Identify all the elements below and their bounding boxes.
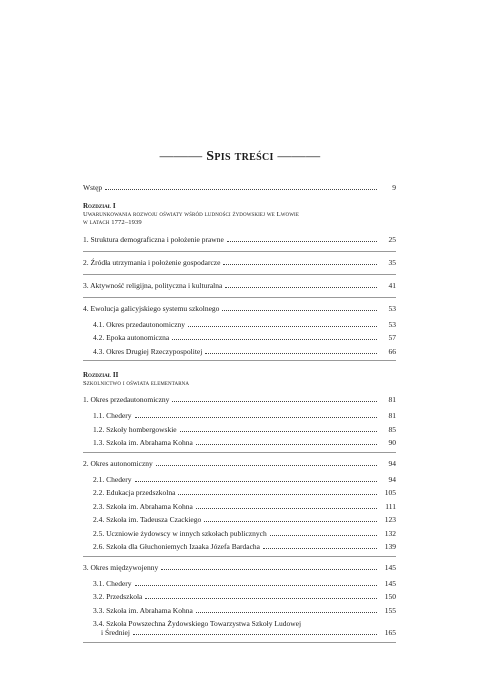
toc-subentry[interactable] <box>83 542 396 551</box>
toc-entry-page: 94 <box>388 474 396 484</box>
toc-subentry[interactable] <box>83 320 396 329</box>
toc-subentry[interactable] <box>83 347 396 356</box>
toc-entry-page: 145 <box>384 562 396 572</box>
leader-dots <box>133 633 377 635</box>
toc-entry-page: 165 <box>384 628 396 637</box>
toc-entry-label: 3.3. Szkoła im. Abrahama Kohna <box>93 605 193 615</box>
toc-subentry[interactable] <box>83 425 396 434</box>
leader-dots <box>180 430 377 432</box>
leader-dots <box>196 443 377 445</box>
leader-dots <box>227 240 377 242</box>
toc-subentry[interactable] <box>83 502 396 511</box>
toc-entry-page: 139 <box>384 542 396 551</box>
chapter-title: Uwarunkowania rozwoju oświaty wśród ludności żydowskiej we Lwowie <box>83 210 299 218</box>
title-left-dash: ——— <box>159 149 203 164</box>
toc-entry[interactable] <box>83 395 396 404</box>
toc-entry-label: 4. Ewolucja galicyjskiego systemu szkolnego <box>83 303 220 313</box>
toc-entry-page: 41 <box>388 280 396 290</box>
leader-dots <box>263 547 377 549</box>
leader-dots <box>204 520 377 522</box>
toc-entry[interactable] <box>83 563 396 572</box>
toc-entry[interactable] <box>83 235 396 244</box>
leader-dots <box>188 325 377 327</box>
toc-entry-page: 25 <box>388 234 396 244</box>
toc-entry-page: 85 <box>388 424 396 434</box>
toc-entry-label: 4.2. Epoka autonomiczna <box>93 333 170 342</box>
toc-entry-label: 3. Aktywność religijna, polityczna i kulturalna <box>83 280 223 290</box>
separator-line <box>83 452 396 453</box>
toc-entry-continuation <box>93 628 396 637</box>
toc-subentry[interactable] <box>83 619 396 637</box>
leader-dots <box>135 416 377 418</box>
leader-dots <box>156 464 377 466</box>
toc-entry-label: 2.2. Edukacja przedszkolna <box>93 488 176 497</box>
toc-entry-page: 94 <box>388 458 396 468</box>
title-text: Spis treści <box>206 149 274 164</box>
toc-entry-page: 53 <box>388 303 396 313</box>
toc-entry-label: 3. Okres międzywojenny <box>83 562 159 572</box>
leader-dots <box>145 597 377 599</box>
leader-dots <box>135 480 377 482</box>
toc-entry-page: 105 <box>384 488 396 497</box>
chapter-heading <box>83 371 396 388</box>
toc-entry-page: 111 <box>385 501 396 511</box>
chapter-title: Szkolnictwo i oświata elementarna <box>83 379 190 387</box>
title-right-dash: ——— <box>277 149 321 164</box>
toc-entry-label: 2.1. Chedery <box>93 474 132 484</box>
toc-entry[interactable] <box>83 281 396 290</box>
separator-line <box>83 297 396 298</box>
toc-entry-label-cont: i Średniej <box>101 628 130 637</box>
toc-entry[interactable] <box>83 459 396 468</box>
toc-entry[interactable] <box>83 304 396 313</box>
toc-entry-page: 145 <box>384 578 396 588</box>
toc-entry-intro[interactable] <box>83 183 396 192</box>
toc-entry-page: 123 <box>384 515 396 524</box>
toc-subentry[interactable] <box>83 488 396 497</box>
separator-line <box>83 556 396 557</box>
chapter-title-cont: w latach 1772–1939 <box>83 219 142 226</box>
toc-entry[interactable] <box>83 258 396 267</box>
table-of-contents <box>83 183 396 649</box>
toc-subentry[interactable] <box>83 475 396 484</box>
toc-entry-label: 1. Struktura demograficzna i położenie prawne <box>83 234 224 244</box>
toc-entry-page: 132 <box>384 528 396 538</box>
separator-line <box>83 360 396 361</box>
toc-entry-label: 2.5. Uczniowie żydowscy w innych szkołach publicznych <box>93 528 267 538</box>
toc-subentry[interactable] <box>83 579 396 588</box>
leader-dots <box>196 507 377 509</box>
toc-entry-label: 1.3. Szkoła im. Abrahama Kohna <box>93 438 193 447</box>
toc-entry-label: 2. Okres autonomiczny <box>83 458 153 468</box>
toc-entry-label: 3.4. Szkoła Powszechna Żydowskiego Towarzystwa Szkoły Ludowej <box>93 619 302 628</box>
toc-entry-label: 3.2. Przedszkola <box>93 592 143 601</box>
chapter-label: Rozdział II <box>83 371 119 379</box>
toc-subentry[interactable] <box>83 333 396 342</box>
leader-dots <box>105 188 377 190</box>
toc-entry-page: 53 <box>388 319 396 329</box>
toc-entry-label: Wstęp <box>83 183 103 192</box>
toc-entry-page: 81 <box>388 395 396 404</box>
toc-subentry[interactable] <box>83 411 396 420</box>
toc-entry-label: 4.3. Okres Drugiej Rzeczypospolitej <box>93 346 203 356</box>
toc-entry-label: 1.2. Szkoły hombergowskie <box>93 424 177 434</box>
toc-entry-page: 150 <box>384 592 396 601</box>
toc-entry-label: 3.1. Chedery <box>93 578 132 588</box>
toc-subentry[interactable] <box>83 438 396 447</box>
toc-entry-page: 66 <box>388 346 396 356</box>
toc-title <box>0 149 480 165</box>
leader-dots <box>178 493 377 495</box>
separator-line <box>83 642 396 643</box>
separator-line <box>83 274 396 275</box>
toc-subentry[interactable] <box>83 529 396 538</box>
toc-entry-label: 2.6. Szkoła dla Głuchoniemych Izaaka Józefa Bardacha <box>93 542 261 551</box>
separator-line <box>83 251 396 252</box>
toc-entry-page: 9 <box>392 183 396 192</box>
chapter-heading <box>83 202 396 228</box>
chapter-label: Rozdział I <box>83 202 116 210</box>
leader-dots <box>223 263 377 265</box>
toc-entry-page: 155 <box>384 605 396 615</box>
toc-subentry[interactable] <box>83 592 396 601</box>
toc-entry-page: 35 <box>388 257 396 267</box>
leader-dots <box>172 400 377 402</box>
leader-dots <box>196 611 377 613</box>
leader-dots <box>135 584 377 586</box>
toc-entry-label: 1.1. Chedery <box>93 411 132 420</box>
toc-entry-label: 2. Źródła utrzymania i położenie gospodarcze <box>83 257 221 267</box>
leader-dots <box>172 338 377 340</box>
leader-dots <box>205 352 377 354</box>
toc-entry-label: 4.1. Okres przedautonomiczny <box>93 319 186 329</box>
toc-entry-label: 2.3. Szkoła im. Abrahama Kohna <box>93 501 193 511</box>
toc-entry-page: 90 <box>388 438 396 447</box>
leader-dots <box>270 534 377 536</box>
toc-entry-label: 2.4. Szkoła im. Tadeusza Czackiego <box>93 515 202 524</box>
leader-dots <box>161 568 377 570</box>
toc-entry-label: 1. Okres przedautonomiczny <box>83 395 170 404</box>
toc-subentry[interactable] <box>83 515 396 524</box>
toc-entry-page: 81 <box>388 411 396 420</box>
toc-entry-page: 57 <box>388 333 396 342</box>
leader-dots <box>222 309 377 311</box>
toc-subentry[interactable] <box>83 606 396 615</box>
leader-dots <box>225 286 377 288</box>
